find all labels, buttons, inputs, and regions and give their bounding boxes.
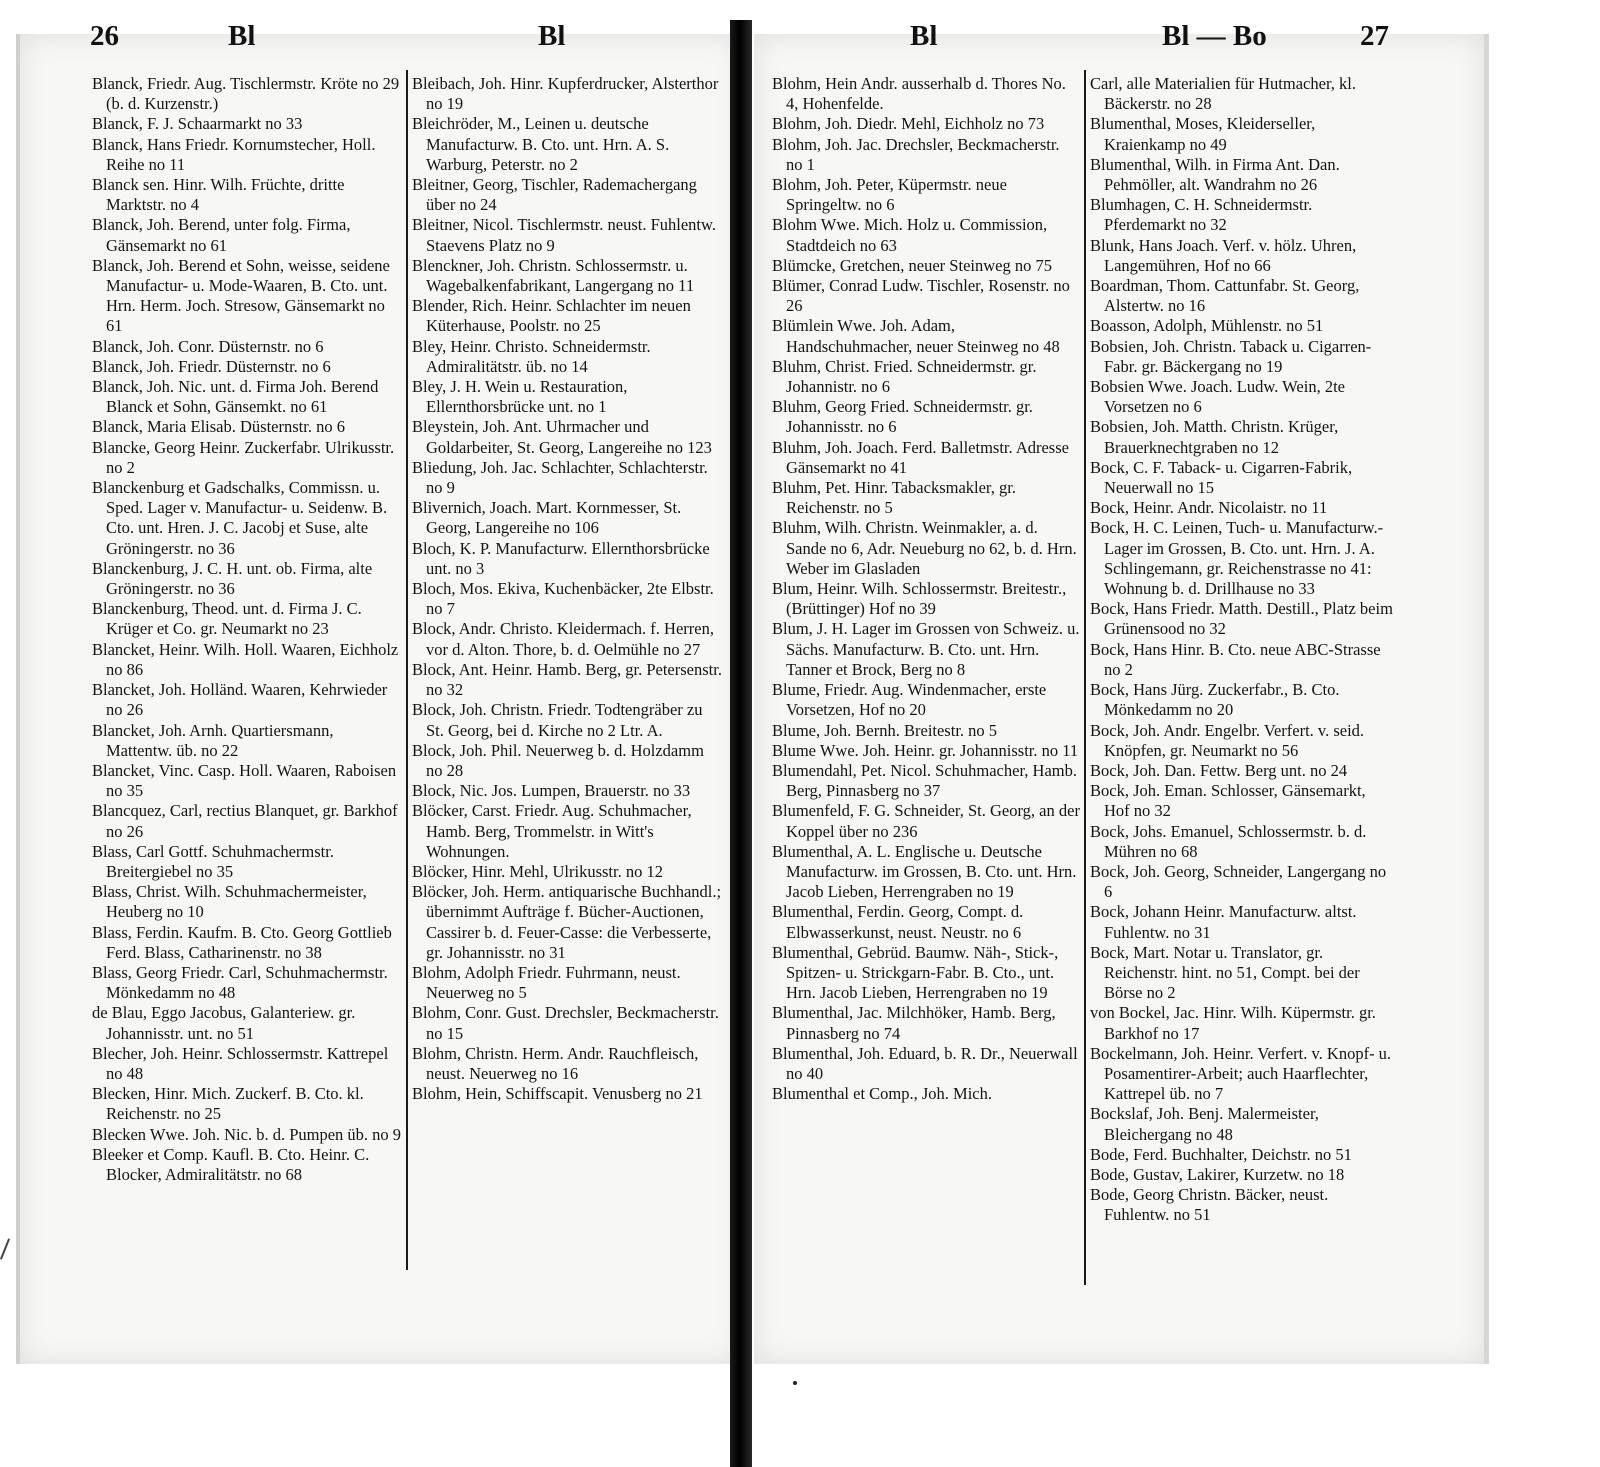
directory-entry: Bode, Gustav, Lakirer, Kurzetw. no 18	[1090, 1164, 1345, 1184]
directory-entry: Blumenthal et Comp., Joh. Mich.	[772, 1084, 992, 1104]
directory-entry: Blohm Wwe. Mich. Holz u. Commission, Stadtdeich no 63	[772, 215, 1048, 255]
directory-entry: Bock, Joh. Andr. Engelbr. Verfert. v. seid. Knöpfen, gr. Neumarkt no 56	[1090, 720, 1365, 760]
directory-entry: von Bockel, Jac. Hinr. Wilh. Küpermstr. gr. Barkhof no 17	[1090, 1003, 1376, 1043]
left-page-number: 26	[90, 20, 119, 52]
directory-entry: Bleibach, Joh. Hinr. Kupferdrucker, Alsterthor no 19	[412, 74, 719, 114]
right-col2-header: Bl — Bo	[1162, 20, 1267, 52]
directory-entry: Bluhm, Wilh. Christn. Weinmakler, a. d. Sande no 6, Adr. Neueburg no 62, b. d. Hrn. Weber im Glasladen	[772, 518, 1077, 578]
book-spine	[730, 20, 752, 1467]
directory-entry: Blanck, Friedr. Aug. Tischlermstr. Kröte no 29 (b. d. Kurzenstr.)	[92, 74, 400, 114]
ink-dot	[793, 1381, 797, 1385]
directory-entry: Blumenthal, Jac. Milchhöker, Hamb. Berg, Pinnasberg no 74	[772, 1003, 1056, 1043]
directory-entry: Blanck, Hans Friedr. Kornumstecher, Holl. Reihe no 11	[92, 134, 376, 174]
directory-entry: Blanckenburg, J. C. H. unt. ob. Firma, alte Gröningerstr. no 36	[92, 558, 373, 599]
directory-entry: Blümlein Wwe. Joh. Adam, Handschuhmacher, neuer Steinweg no 48	[772, 316, 1060, 356]
directory-entry: Blass, Christ. Wilh. Schuhmachermeister, Heuberg no 10	[92, 882, 367, 922]
directory-entry: Bluhm, Christ. Fried. Schneidermstr. gr. Johannistr. no 6	[772, 356, 1037, 397]
directory-entry: Bley, Heinr. Christo. Schneidermstr. Admiralitätstr. üb. no 14	[412, 336, 651, 376]
directory-entry: Bleitner, Nicol. Tischlermstr. neust. Fuhlentw. Staevens Platz no 9	[412, 215, 716, 255]
right-col1-header: Bl	[910, 20, 938, 52]
directory-entry: Blum, J. H. Lager im Grossen von Schweiz. u. Sächs. Manufacturw. B. Cto. unt. Hrn. Tanner et Brock, Berg no 8	[772, 619, 1080, 679]
directory-entry: Boasson, Adolph, Mühlenstr. no 51	[1090, 316, 1324, 336]
directory-entry: Blecher, Joh. Heinr. Schlossermstr. Kattrepel no 48	[92, 1043, 389, 1083]
directory-entry: Blume, Joh. Bernh. Breitestr. no 5	[772, 720, 998, 740]
directory-entry: Blanck, Joh. Berend et Sohn, weisse, seidene Manufactur- u. Mode-Waaren, B. Cto. unt. Hrn. Herm. Joch. Stresow, Gänsemarkt no 61	[92, 255, 390, 336]
directory-entry: Bley, J. H. Wein u. Restauration, Ellernthorsbrücke unt. no 1	[412, 377, 628, 417]
directory-entry: Blohm, Hein, Schiffscapit. Venusberg no 21	[412, 1084, 703, 1104]
directory-entry: Blumendahl, Pet. Nicol. Schuhmacher, Hamb. Berg, Pinnasberg no 37	[772, 760, 1077, 801]
directory-entry: Blumenthal, Joh. Eduard, b. R. Dr., Neuerwall no 40	[772, 1043, 1078, 1083]
directory-entry: Block, Joh. Christn. Friedr. Todtengräber zu St. Georg, bei d. Kirche no 2 Ltr. A.	[412, 700, 703, 740]
directory-entry: Bock, C. F. Taback- u. Cigarren-Fabrik, Neuerwall no 15	[1090, 457, 1353, 498]
directory-entry: Bock, Mart. Notar u. Translator, gr. Reichenstr. hint. no 51, Compt. bei der Börse no 2	[1090, 942, 1360, 1003]
directory-entry: Blanck, Joh. Berend, unter folg. Firma, Gänsemarkt no 61	[92, 215, 351, 255]
directory-entry: Bock, H. C. Leinen, Tuch- u. Manufacturw.-Lager im Grossen, B. Cto. unt. Hrn. J. A. Schlingemann, gr. Reichenstrasse no 41: Wohnung b. d. Drillhause no 33	[1090, 518, 1384, 599]
directory-entry: Carl, alle Materialien für Hutmacher, kl. Bäckerstr. no 28	[1090, 74, 1356, 114]
right-column-divider	[1084, 70, 1086, 1285]
left-col1-header: Bl	[228, 20, 256, 52]
directory-entry: Blumenfeld, F. G. Schneider, St. Georg, an der Koppel über no 236	[772, 801, 1080, 841]
directory-entry: Bode, Georg Christn. Bäcker, neust. Fuhlentw. no 51	[1090, 1185, 1329, 1225]
right-col2	[1090, 74, 1395, 1226]
directory-entry: Blohm, Joh. Peter, Küpermstr. neue Springeltw. no 6	[772, 175, 1007, 215]
left-col2	[412, 74, 722, 1104]
directory-entry: Blohm, Conr. Gust. Drechsler, Beckmacherstr. no 15	[412, 1003, 719, 1043]
directory-entry: Blümcke, Gretchen, neuer Steinweg no 75	[772, 255, 1052, 275]
directory-entry: Bloch, K. P. Manufacturw. Ellernthorsbrücke unt. no 3	[412, 538, 710, 578]
directory-entry: Blass, Georg Friedr. Carl, Schuhmachermstr. Mönkedamm no 48	[92, 962, 388, 1003]
directory-entry: Blenckner, Joh. Christn. Schlossermstr. u. Wagebalkenfabrikant, Langergang no 11	[412, 255, 695, 296]
directory-entry: Blümer, Conrad Ludw. Tischler, Rosenstr. no 26	[772, 276, 1070, 316]
directory-entry: Block, Ant. Heinr. Hamb. Berg, gr. Petersenstr. no 32	[412, 659, 722, 700]
directory-entry: Bleitner, Georg, Tischler, Rademachergang über no 24	[412, 175, 697, 215]
directory-entry: Block, Joh. Phil. Neuerweg b. d. Holzdamm no 28	[412, 740, 704, 780]
directory-entry: Blohm, Joh. Diedr. Mehl, Eichholz no 73	[772, 114, 1045, 134]
directory-entry: Block, Nic. Jos. Lumpen, Brauerstr. no 33	[412, 781, 691, 801]
directory-entry: Blum, Heinr. Wilh. Schlossermstr. Breitestr., (Brüttinger) Hof no 39	[772, 579, 1067, 619]
directory-entry: Bock, Hans Friedr. Matth. Destill., Platz beim Grünensood no 32	[1090, 599, 1393, 639]
directory-entry: Bock, Johs. Emanuel, Schlossermstr. b. d. Mühren no 68	[1090, 821, 1367, 861]
directory-entry: Bluhm, Georg Fried. Schneidermstr. gr. Johannisstr. no 6	[772, 397, 1033, 437]
directory-entry: Blancquez, Carl, rectius Blanquet, gr. Barkhof no 26	[92, 801, 398, 841]
directory-entry: Blancket, Joh. Arnh. Quartiersmann, Mattentw. üb. no 22	[92, 720, 334, 760]
margin-mark	[0, 1238, 10, 1259]
directory-entry: de Blau, Eggo Jacobus, Galanteriew. gr. Johannisstr. unt. no 51	[92, 1003, 356, 1043]
directory-entry: Boardman, Thom. Cattunfabr. St. Georg, Alstertw. no 16	[1090, 276, 1360, 316]
directory-entry: Block, Andr. Christo. Kleidermach. f. Herren, vor d. Alton. Thore, b. d. Oelmühle no 27	[412, 619, 714, 659]
directory-entry: Blanck sen. Hinr. Wilh. Früchte, dritte Marktstr. no 4	[92, 175, 345, 215]
directory-entry: Blivernich, Joach. Mart. Kornmesser, St. Georg, Langereihe no 106	[412, 498, 682, 538]
directory-entry: Bleystein, Joh. Ant. Uhrmacher und Goldarbeiter, St. Georg, Langereihe no 123	[412, 417, 712, 457]
directory-entry: Bleeker et Comp. Kaufl. B. Cto. Heinr. C. Blocker, Admiralitätstr. no 68	[92, 1144, 370, 1184]
directory-entry: Bock, Joh. Georg, Schneider, Langergang no 6	[1090, 861, 1387, 902]
directory-entry: Bockslaf, Joh. Benj. Malermeister, Bleichergang no 48	[1090, 1104, 1319, 1144]
directory-entry: Blohm, Christn. Herm. Andr. Rauchfleisch, neust. Neuerweg no 16	[412, 1043, 699, 1083]
directory-entry: Blohm, Hein Andr. ausserhalb d. Thores No. 4, Hohenfelde.	[772, 74, 1066, 114]
directory-entry: Blancket, Vinc. Casp. Holl. Waaren, Raboisen no 35	[92, 760, 397, 801]
directory-entry: Bock, Joh. Dan. Fettw. Berg unt. no 24	[1090, 760, 1348, 780]
directory-entry: Blöcker, Carst. Friedr. Aug. Schuhmacher, Hamb. Berg, Trommelstr. in Witt's Wohnungen.	[412, 801, 692, 861]
directory-entry: Bock, Hans Hinr. B. Cto. neue ABC-Strasse no 2	[1090, 639, 1381, 679]
directory-entry: Bloch, Mos. Ekiva, Kuchenbäcker, 2te Elbstr. no 7	[412, 579, 714, 619]
directory-entry: Blumenthal, Moses, Kleiderseller, Kraienkamp no 49	[1090, 114, 1316, 154]
right-col1	[772, 74, 1080, 1104]
directory-entry: Blancket, Joh. Holländ. Waaren, Kehrwieder no 26	[92, 680, 388, 720]
directory-entry: Blecken Wwe. Joh. Nic. b. d. Pumpen üb. no 9	[92, 1124, 402, 1144]
directory-entry: Blumhagen, C. H. Schneidermstr. Pferdemarkt no 32	[1090, 195, 1313, 235]
directory-entry: Blume, Friedr. Aug. Windenmacher, erste Vorsetzen, Hof no 20	[772, 680, 1047, 720]
directory-entry: Bode, Ferd. Buchhalter, Deichstr. no 51	[1090, 1144, 1352, 1164]
directory-entry: Blumenthal, Wilh. in Firma Ant. Dan. Pehmöller, alt. Wandrahm no 26	[1090, 154, 1340, 195]
directory-entry: Blunk, Hans Joach. Verf. v. hölz. Uhren, Langemühren, Hof no 66	[1090, 235, 1357, 275]
directory-entry: Blohm, Adolph Friedr. Fuhrmann, neust. Neuerweg no 5	[412, 962, 681, 1003]
left-col1	[92, 74, 402, 1185]
directory-entry: Blume Wwe. Joh. Heinr. gr. Johannisstr. no 11	[772, 740, 1079, 760]
directory-entry: Blanck, Joh. Friedr. Düsternstr. no 6	[92, 356, 331, 376]
directory-entry: Bobsien, Joh. Matth. Christn. Krüger, Brauerknechtgraben no 12	[1090, 417, 1339, 457]
directory-entry: Bobsien Wwe. Joach. Ludw. Wein, 2te Vorsetzen no 6	[1090, 377, 1345, 417]
directory-entry: Bleichröder, M., Leinen u. deutsche Manufacturw. B. Cto. unt. Hrn. A. S. Warburg, Peterstr. no 2	[412, 114, 670, 174]
directory-entry: Blanck, Joh. Nic. unt. d. Firma Joh. Berend Blanck et Sohn, Gänsemkt. no 61	[92, 377, 379, 417]
directory-entry: Bock, Joh. Eman. Schlosser, Gänsemarkt, Hof no 32	[1090, 781, 1366, 821]
directory-entry: Bobsien, Joh. Christn. Taback u. Cigarren-Fabr. gr. Bäckergang no 19	[1090, 336, 1372, 376]
directory-entry: Blass, Ferdin. Kaufm. B. Cto. Georg Gottlieb Ferd. Blass, Catharinenstr. no 38	[92, 922, 392, 962]
directory-entry: Blanckenburg et Gadschalks, Commissn. u. Sped. Lager v. Manufactur- u. Seidenw. B. Cto. unt. Hren. J. C. Jacobj et Suse, alte Gröningerstr. no 36	[92, 478, 388, 558]
directory-entry: Bock, Johann Heinr. Manufacturw. altst. Fuhlentw. no 31	[1090, 902, 1357, 942]
directory-entry: Blanck, Maria Elisab. Düsternstr. no 6	[92, 417, 345, 437]
directory-entry: Bluhm, Joh. Joach. Ferd. Balletmstr. Adresse Gänsemarkt no 41	[772, 437, 1069, 477]
left-column-divider	[406, 70, 408, 1270]
directory-entry: Blender, Rich. Heinr. Schlachter im neuen Küterhause, Poolstr. no 25	[412, 296, 691, 336]
directory-entry: Blanck, F. J. Schaarmarkt no 33	[92, 114, 303, 134]
directory-entry: Blöcker, Joh. Herm. antiquarische Buchhandl.; übernimmt Aufträge f. Bücher-Auctionen, Cassirer b. d. Feuer-Casse: die Verbesserte, gr. Johannisstr. no 31	[412, 882, 722, 962]
directory-entry: Blumenthal, A. L. Englische u. Deutsche Manufacturw. im Grossen, B. Cto. unt. Hrn. Jacob Lieben, Herrengraben no 19	[772, 841, 1077, 902]
directory-entry: Blecken, Hinr. Mich. Zuckerf. B. Cto. kl. Reichenstr. no 25	[92, 1084, 364, 1124]
directory-entry: Blohm, Joh. Jac. Drechsler, Beckmacherstr. no 1	[772, 134, 1060, 174]
directory-entry: Bock, Heinr. Andr. Nicolaistr. no 11	[1090, 498, 1328, 518]
directory-entry: Bliedung, Joh. Jac. Schlachter, Schlachterstr. no 9	[412, 457, 708, 498]
right-page-number: 27	[1360, 20, 1389, 52]
directory-entry: Blass, Carl Gottf. Schuhmachermstr. Breitergiebel no 35	[92, 841, 334, 881]
directory-entry: Blanckenburg, Theod. unt. d. Firma J. C. Krüger et Co. gr. Neumarkt no 23	[92, 599, 362, 639]
directory-entry: Blumenthal, Gebrüd. Baumw. Näh-, Stick-, Spitzen- u. Strickgarn-Fabr. B. Cto., unt. Hrn. Jacob Lieben, Herrengraben no 19	[772, 942, 1059, 1003]
directory-entry: Blumenthal, Ferdin. Georg, Compt. d. Elbwasserkunst, neust. Neustr. no 6	[772, 902, 1024, 942]
directory-entry: Bluhm, Pet. Hinr. Tabacksmakler, gr. Reichenstr. no 5	[772, 478, 1016, 518]
directory-entry: Bockelmann, Joh. Heinr. Verfert. v. Knopf- u. Posamentirer-Arbeit; auch Haarflechter, Kattrepel üb. no 7	[1090, 1043, 1392, 1104]
left-col2-header: Bl	[538, 20, 566, 52]
directory-entry: Blancke, Georg Heinr. Zuckerfabr. Ulrikusstr. no 2	[92, 437, 395, 477]
directory-entry: Blanck, Joh. Conr. Düsternstr. no 6	[92, 336, 324, 356]
directory-entry: Blancket, Heinr. Wilh. Holl. Waaren, Eichholz no 86	[92, 639, 399, 679]
directory-entry: Bock, Hans Jürg. Zuckerfabr., B. Cto. Mönkedamm no 20	[1090, 680, 1340, 720]
directory-entry: Blöcker, Hinr. Mehl, Ulrikusstr. no 12	[412, 861, 663, 881]
